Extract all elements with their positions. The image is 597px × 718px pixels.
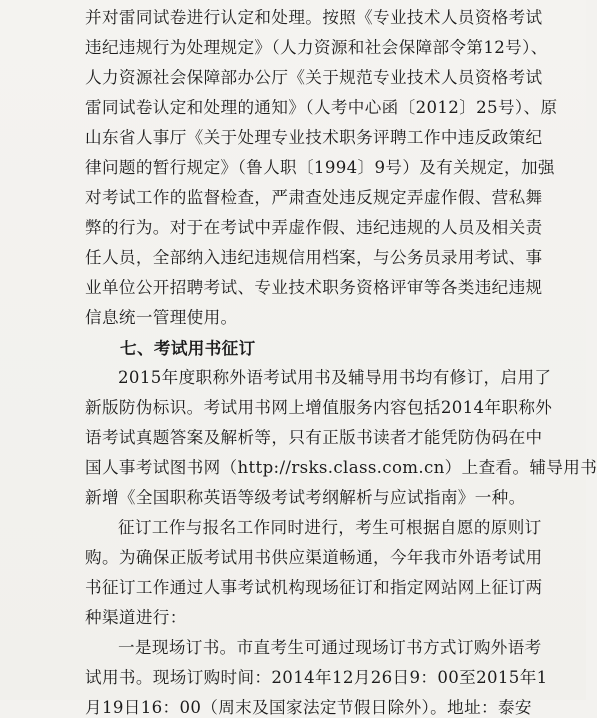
body-line: 书征订工作通过人事考试机构现场征订和指定网站网上征订两 [85,578,543,597]
paragraph-first-line: 2015年度职称外语考试用书及辅导用书均有修订，启用了 [118,368,552,387]
body-line: 并对雷同试卷进行认定和处理。按照《专业技术人员资格考试 [85,8,543,27]
body-line: 新增《全国职称英语等级考试考纲解析与应试指南》一种。 [85,488,526,507]
body-line: 试用书。现场订购时间：2014年12月26日9：00至2015年1 [85,668,548,687]
body-line: 对考试工作的监督检查，严肃查处违反规定弄虚作假、营私舞 [85,188,543,207]
body-line: 任人员，全部纳入违纪违规信用档案，与公务员录用考试、事 [85,248,543,267]
section-heading: 七、考试用书征订 [120,338,256,358]
body-line: 业单位公开招聘考试、专业技术职务资格评审等各类违纪违规 [85,278,543,297]
paragraph-first-line: 征订工作与报名工作同时进行，考生可根据自愿的原则订 [118,518,542,537]
body-line: 弊的行为。对于在考试中弄虚作假、违纪违规的人员及相关责 [85,218,543,237]
body-line: 人力资源社会保障部办公厅《关于规范专业技术人员资格考试 [85,68,543,87]
body-line: 购。为确保正版考试用书供应渠道畅通，今年我市外语考试用 [85,548,543,567]
body-line: 信息统一管理使用。 [85,308,238,327]
body-line: 国人事考试图书网（http://rsks.class.com.cn）上查看。辅导用书 [85,458,597,477]
body-line: 语考试真题答案及解析等，只有正版书读者才能凭防伪码在中 [85,428,543,447]
paragraph-first-line: 一是现场订书。市直考生可通过现场订书方式订购外语考 [118,638,542,657]
body-line: 雷同试卷认定和处理的通知》（人考中心函〔2012〕25号）、原 [85,98,558,117]
body-line: 新版防伪标识。考试用书网上增值服务内容包括2014年职称外 [85,398,553,417]
body-line: 山东省人事厅《关于处理专业技术职务评聘工作中违反政策纪 [85,128,543,147]
body-line: 律问题的暂行规定》（鲁人职〔1994〕9号）及有关规定，加强 [85,158,555,177]
body-line: 违纪违规行为处理规定》（人力资源和社会保障部令第12号）、 [85,38,548,57]
body-line: 种渠道进行： [85,608,187,627]
body-line: 月19日16：00（周末及国家法定节假日除外）。地址：泰安 [85,698,532,717]
